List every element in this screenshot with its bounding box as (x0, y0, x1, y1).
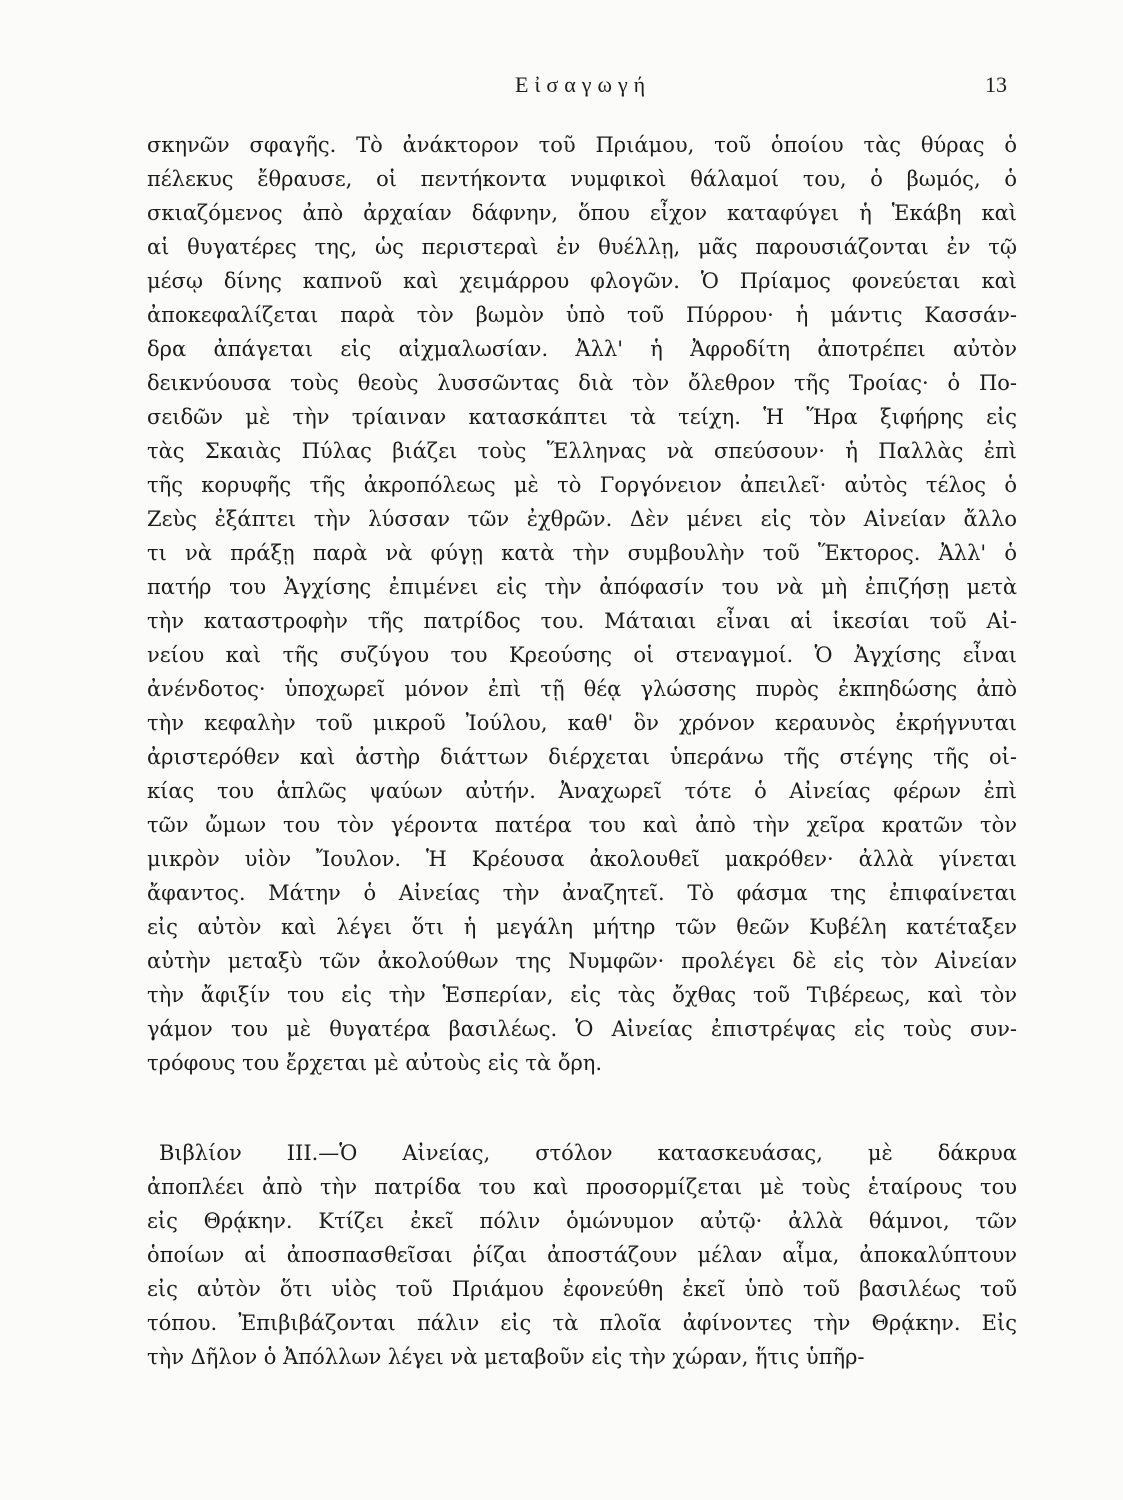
text-line: ἀνένδοτος· ὑποχωρεῖ μόνον ἐπὶ τῇ θέᾳ γλώσσης πυρὸς ἐκπηδώσης ἀπὸ (147, 677, 1017, 701)
text-line: τὴν κεφαλὴν τοῦ μικροῦ Ἰούλου, καθ' ὃν χρόνον κεραυνὸς ἐκρήγνυται (147, 711, 1017, 735)
text-line: τὴν Δῆλον ὁ Ἀπόλλων λέγει νὰ μεταβοῦν εἰς τὴν χώραν, ἥτις ὑπῆρ- (147, 1345, 865, 1369)
text-line: εἰς αὐτὸν ὅτι υἱὸς τοῦ Πριάμου ἐφονεύθη ἐκεῖ ὑπὸ τοῦ βασιλέως τοῦ (147, 1277, 1017, 1301)
text-line: δρα ἀπάγεται εἰς αἰχμαλωσίαν. Ἀλλ' ἡ Ἀφροδίτη ἀποτρέπει αὐτὸν (147, 337, 1017, 361)
text-line: γάμον του μὲ θυγατέρα βασιλέως. Ὁ Αἰνείας ἐπιστρέψας εἰς τοὺς συν- (147, 1017, 1017, 1041)
text-line: κίας του ἁπλῶς ψαύων αὐτήν. Ἀναχωρεῖ τότε ὁ Αἰνείας φέρων ἐπὶ (147, 779, 1017, 803)
text-line: τῶν ὤμων του τὸν γέροντα πατέρα του καὶ ἀπὸ τὴν χεῖρα κρατῶν τὸν (147, 813, 1017, 837)
text-line: πατήρ του Ἀγχίσης ἐπιμένει εἰς τὴν ἀπόφασίν του νὰ μὴ ἐπιζήσῃ μετὰ (147, 575, 1017, 599)
text-line: τι νὰ πράξῃ παρὰ νὰ φύγῃ κατὰ τὴν συμβουλὴν τοῦ Ἕκτορος. Ἀλλ' ὁ (147, 541, 1017, 565)
text-line: εἰς Θρᾴκην. Κτίζει ἐκεῖ πόλιν ὁμώνυμον αὐτῷ· ἀλλὰ θάμνοι, τῶν (147, 1209, 1017, 1233)
text-line: ἀποπλέει ἀπὸ τὴν πατρίδα του καὶ προσορμίζεται μὲ τοὺς ἑταίρους του (147, 1175, 1017, 1199)
text-line: Βιβλίον ΙΙΙ.—Ὁ Αἰνείας, στόλον κατασκευάσας, μὲ δάκρυα (159, 1141, 1017, 1165)
text-line: τὴν ἄφιξίν του εἰς τὴν Ἑσπερίαν, εἰς τὰς ὄχθας τοῦ Τιβέρεως, καὶ τὸν (147, 983, 1017, 1007)
text-line: ἀριστερόθεν καὶ ἀστὴρ διάττων διέρχεται ὑπεράνω τῆς στέγης τῆς οἰ- (147, 745, 1017, 769)
text-line: μέσῳ δίνης καπνοῦ καὶ χειμάρρου φλογῶν. Ὁ Πρίαμος φονεύεται καὶ (147, 269, 1017, 293)
text-line: ἄφαντος. Μάτην ὁ Αἰνείας τὴν ἀναζητεῖ. Τὸ φάσμα της ἐπιφαίνεται (147, 881, 1017, 905)
running-head (0, 72, 1123, 102)
text-line: ἀποκεφαλίζεται παρὰ τὸν βωμὸν ὑπὸ τοῦ Πύρρου· ἡ μάντις Κασσάν- (147, 303, 1017, 327)
text-line: εἰς αὐτὸν καὶ λέγει ὅτι ἡ μεγάλη μήτηρ τῶν θεῶν Κυβέλη κατέταξεν (147, 915, 1017, 939)
text-line: δεικνύουσα τοὺς θεοὺς λυσσῶντας διὰ τὸν ὄλεθρον τῆς Τροίας· ὁ Πο- (147, 371, 1017, 395)
page-number: 13 (985, 72, 1007, 97)
text-line: νείου καὶ τῆς συζύγου του Κρεούσης οἱ στεναγμοί. Ὁ Ἀγχίσης εἶναι (147, 643, 1017, 667)
text-line: ὁποίων αἱ ἀποσπασθεῖσαι ῥίζαι ἀποστάζουν μέλαν αἷμα, ἀποκαλύπτουν (147, 1243, 1017, 1267)
text-line: αὐτὴν μεταξὺ τῶν ἀκολούθων της Νυμφῶν· προλέγει δὲ εἰς τὸν Αἰνείαν (147, 949, 1017, 973)
text-line: σειδῶν μὲ τὴν τρίαιναν κατασκάπτει τὰ τείχη. Ἡ Ἥρα ξιφήρης εἰς (147, 405, 1017, 429)
text-line: Ζεὺς ἐξάπτει τὴν λύσσαν τῶν ἐχθρῶν. Δὲν μένει εἰς τὸν Αἰνείαν ἄλλο (147, 507, 1017, 531)
text-line: τόπου. Ἐπιβιβάζονται πάλιν εἰς τὰ πλοῖα ἀφίνοντες τὴν Θρᾴκην. Εἰς (147, 1311, 1017, 1335)
text-line: πέλεκυς ἔθραυσε, οἱ πεντήκοντα νυμφικοὶ θάλαμοί του, ὁ βωμός, ὁ (147, 167, 1017, 191)
text-line: τῆς κορυφῆς τῆς ἀκροπόλεως μὲ τὸ Γοργόνειον ἀπειλεῖ· αὐτὸς τέλος ὁ (147, 473, 1017, 497)
paragraph-1 (147, 128, 1017, 1080)
text-line: τὰς Σκαιὰς Πύλας βιάζει τοὺς Ἕλληνας νὰ σπεύσουν· ἡ Παλλὰς ἐπὶ (147, 439, 1017, 463)
text-line: τρόφους του ἔρχεται μὲ αὐτοὺς εἰς τὰ ὄρη. (147, 1051, 603, 1075)
text-line: σκιαζόμενος ἀπὸ ἀρχαίαν δάφνην, ὅπου εἶχον καταφύγει ἡ Ἑκάβη καὶ (147, 201, 1017, 225)
text-line: αἱ θυγατέρες της, ὡς περιστεραὶ ἐν θυέλλῃ, μᾶς παρουσιάζονται ἐν τῷ (147, 235, 1017, 259)
text-line: μικρὸν υἱὸν Ἴουλον. Ἡ Κρέουσα ἀκολουθεῖ μακρόθεν· ἀλλὰ γίνεται (147, 847, 1017, 871)
text-line: σκηνῶν σφαγῆς. Τὸ ἀνάκτορον τοῦ Πριάμου, τοῦ ὁποίου τὰς θύρας ὁ (147, 133, 1017, 157)
text-line: τὴν καταστροφὴν τῆς πατρίδος του. Μάταιαι εἶναι αἱ ἱκεσίαι τοῦ Αἰ- (147, 609, 1017, 633)
running-title: Εἰσαγωγή (515, 72, 652, 97)
paragraph-2 (147, 1136, 1017, 1374)
